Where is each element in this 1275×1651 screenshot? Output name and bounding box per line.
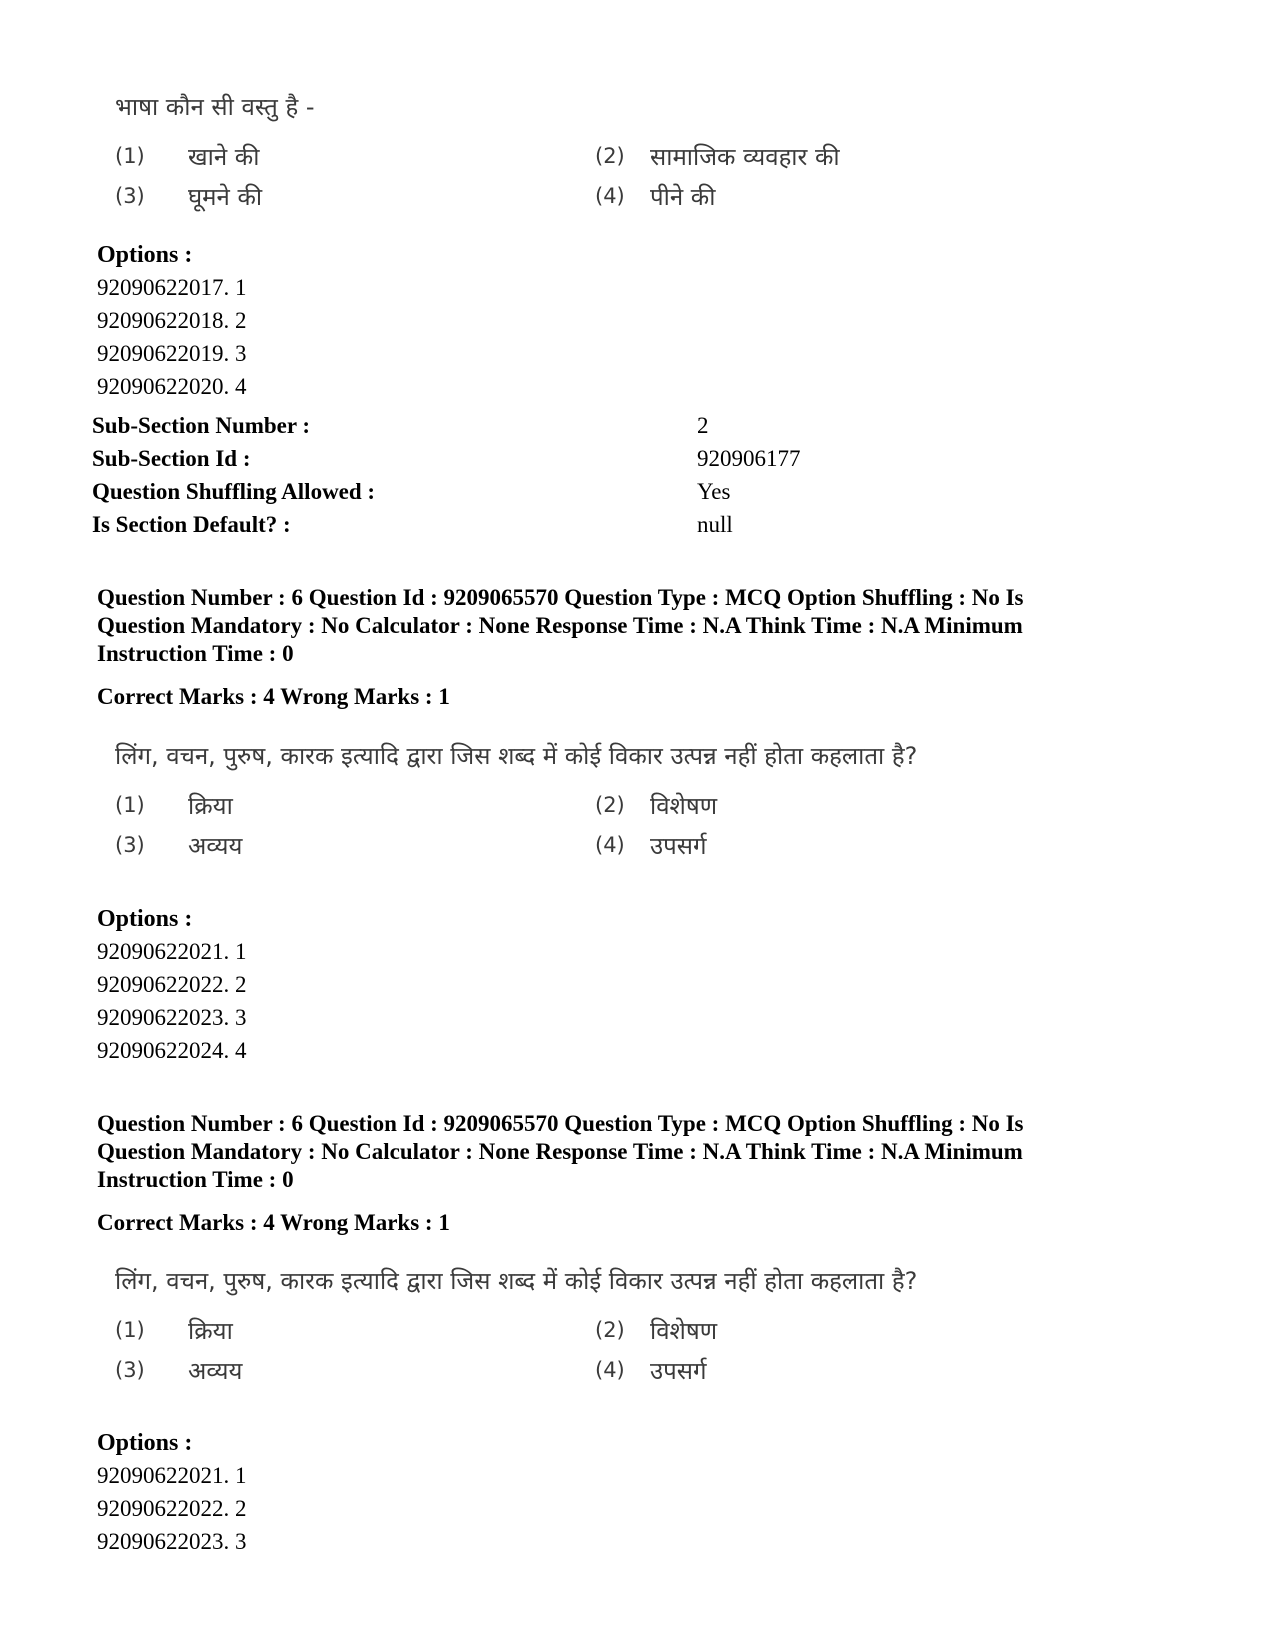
subsection-number-label: Sub-Section Number : [92, 413, 311, 438]
marks-info: Correct Marks : 4 Wrong Marks : 1 [97, 1210, 450, 1235]
choice-number: (4) [595, 1358, 625, 1382]
section-default-value: null [697, 512, 733, 537]
choice-number: (3) [115, 1358, 145, 1382]
question-text-1: भाषा कौन सी वस्तु है - [115, 93, 315, 121]
choice-number: (2) [595, 1318, 625, 1342]
options-label: Options : [97, 906, 193, 932]
question-shuffling-label: Question Shuffling Allowed : [92, 479, 376, 504]
option-line: 92090622019. 3 [97, 341, 247, 366]
section-default-label: Is Section Default? : [92, 512, 291, 537]
choice-number: (2) [595, 144, 625, 168]
option-line: 92090622022. 2 [97, 1496, 247, 1521]
question-header [97, 1110, 1147, 1194]
option-line: 92090622022. 2 [97, 972, 247, 997]
option-line: 92090622017. 1 [97, 275, 247, 300]
choice-text: क्रिया [188, 1317, 233, 1345]
option-line: 92090622023. 3 [97, 1005, 247, 1030]
choice-text: विशेषण [650, 1317, 718, 1345]
choice-text: अव्यय [188, 832, 243, 860]
question-header-line: Question Number : 6 Question Id : 9209065570 Question Type : MCQ Option Shuffling : No Is [97, 1111, 1024, 1136]
choice-text: उपसर्ग [650, 1357, 707, 1385]
choice-text: उपसर्ग [650, 832, 707, 860]
choice-text: सामाजिक व्यवहार की [650, 143, 840, 171]
option-line: 92090622021. 1 [97, 939, 247, 964]
options-label: Options : [97, 242, 193, 268]
subsection-id-value: 920906177 [697, 446, 801, 471]
choice-number: (3) [115, 833, 145, 857]
question-header-line: Question Mandatory : No Calculator : None Response Time : N.A Think Time : N.A Minimum [97, 1139, 1023, 1164]
choice-text: खाने की [188, 143, 260, 171]
option-line: 92090622020. 4 [97, 374, 247, 399]
choice-number: (4) [595, 184, 625, 208]
subsection-number-value: 2 [697, 413, 709, 438]
choice-number: (3) [115, 184, 145, 208]
choice-number: (2) [595, 793, 625, 817]
question-text-2: लिंग, वचन, पुरुष, कारक इत्यादि द्वारा जिस शब्द में कोई विकार उत्पन्न नहीं होता कहलाता है? [115, 742, 918, 770]
choice-text: अव्यय [188, 1357, 243, 1385]
choice-text: घूमने की [188, 183, 263, 211]
choice-number: (1) [115, 1318, 145, 1342]
choice-number: (4) [595, 833, 625, 857]
question-header-line: Question Mandatory : No Calculator : None Response Time : N.A Think Time : N.A Minimum [97, 613, 1023, 638]
question-header-line: Instruction Time : 0 [97, 1167, 294, 1192]
choice-text: विशेषण [650, 792, 718, 820]
choice-text: क्रिया [188, 792, 233, 820]
subsection-id-label: Sub-Section Id : [92, 446, 251, 471]
option-line: 92090622018. 2 [97, 308, 247, 333]
option-line: 92090622023. 3 [97, 1529, 247, 1554]
question-shuffling-value: Yes [697, 479, 731, 504]
question-header-line: Question Number : 6 Question Id : 9209065570 Question Type : MCQ Option Shuffling : No Is [97, 585, 1024, 610]
choice-number: (1) [115, 144, 145, 168]
choice-text: पीने की [650, 183, 716, 211]
option-line: 92090622024. 4 [97, 1038, 247, 1063]
option-line: 92090622021. 1 [97, 1463, 247, 1488]
question-text-3: लिंग, वचन, पुरुष, कारक इत्यादि द्वारा जिस शब्द में कोई विकार उत्पन्न नहीं होता कहलाता है? [115, 1267, 918, 1295]
marks-info: Correct Marks : 4 Wrong Marks : 1 [97, 684, 450, 709]
options-label: Options : [97, 1430, 193, 1456]
question-header [97, 584, 1147, 668]
choice-number: (1) [115, 793, 145, 817]
question-header-line: Instruction Time : 0 [97, 641, 294, 666]
